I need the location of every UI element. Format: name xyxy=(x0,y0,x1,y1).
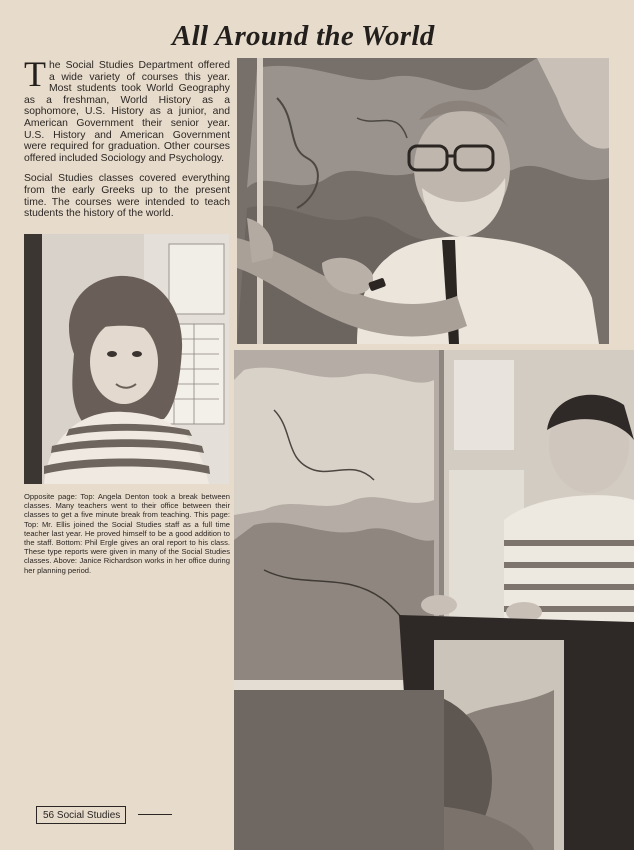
drop-cap: T xyxy=(24,54,46,94)
page-title: All Around the World xyxy=(172,20,435,52)
folio xyxy=(36,806,126,824)
photo-student-portrait xyxy=(24,234,229,484)
article-paragraph-1 xyxy=(24,54,230,164)
photo-oral-report xyxy=(234,350,634,850)
section-name: Social Studies xyxy=(56,810,121,821)
photo-teacher-illustration xyxy=(237,58,609,344)
photo-student-illustration xyxy=(24,234,229,484)
photo-caption: Opposite page: Top: Angela Denton took a break between classes. Many teachers went to their office between their classes to get a five minute break from teaching. This page: Top: Mr. Ellis joined the Social Studies staff as a full time teacher last year. He proved himself to be a good addition to the staff. Bottom: Phil Ergle gives an oral report to his class. These type reports were given in many of the Social Studies classes. Above: Janice Richardson works in her office during her planning period. xyxy=(24,492,230,575)
article-body xyxy=(24,54,230,220)
photo-class-illustration xyxy=(234,350,634,850)
photo-teacher-at-map xyxy=(237,58,609,344)
article-paragraph-2: Social Studies classes covered everything from the early Greeks up to the present time. The courses were intended to teach students the history of the world. xyxy=(24,173,230,220)
article-paragraph-1-text: he Social Studies Department offered a wide variety of courses this year. Most students took World Geography as a freshman, World History as a sophomore, U.S. History as a junior, and American Government their senior year. U.S. History and American Government were required for graduation. Other courses offered included Sociology and Psychology. xyxy=(24,60,230,164)
folio-rule xyxy=(138,814,172,815)
page-number: 56 xyxy=(43,810,55,821)
